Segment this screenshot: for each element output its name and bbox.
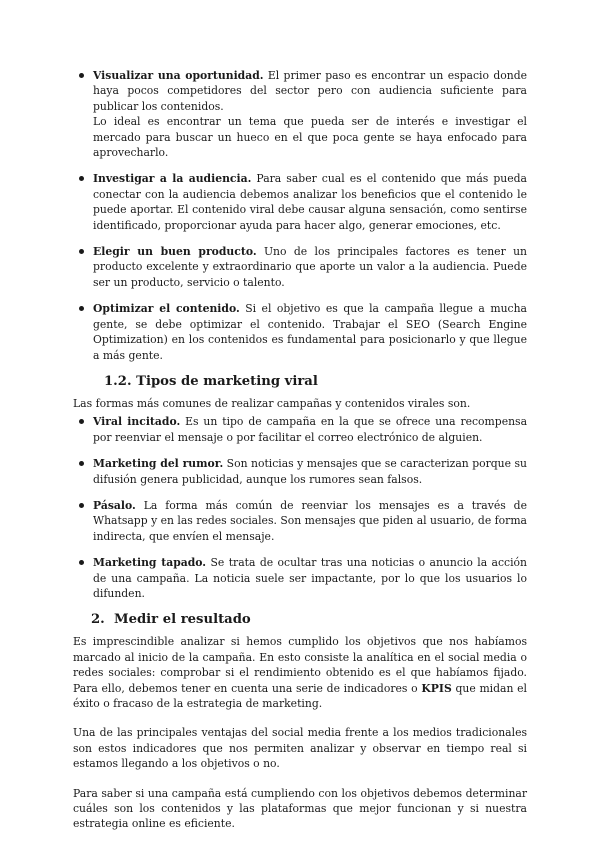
heading-number: 2. — [91, 612, 105, 628]
item-title: Viral incitado. — [93, 415, 181, 429]
item-text: La forma más común de reenviar los mensajes es a través de Whatsapp y en las redes sociales. Son mensajes que piden al usuario, de forma indirecta, que envíen el mensaje. — [93, 498, 527, 543]
bullet-icon — [79, 461, 84, 466]
paragraph: Para saber si una campaña está cumpliendo con los objetivos debemos determinar cuáles son los contenidos y las plataformas que mejor funcionan y si nuestra estrategia online es eficiente. — [73, 786, 527, 831]
item-text: Son noticias y mensajes que se caracterizan porque su difusión genera publicidad, aunque los rumores sean falsos. — [93, 457, 527, 486]
list-item — [73, 301, 527, 363]
kpis-term: KPIS — [421, 681, 452, 695]
list-item — [73, 414, 527, 445]
item-text: Uno de los principales factores es tener un producto excelente y extraordinario que aporte un valor a la audiencia. Puede ser un producto, servicio o talento. — [93, 245, 527, 289]
bullet-icon — [79, 73, 84, 78]
heading-title: Medir el resultado — [113, 612, 251, 628]
bullet-icon — [79, 306, 84, 311]
list-item — [73, 171, 527, 233]
item-text: Es un tipo de campaña en la que se ofrece una recompensa por reenviar el mensaje o por facilitar el correo electrónico de alguien. — [93, 415, 528, 444]
bullet-icon — [79, 249, 84, 254]
paragraph-text: que midan el éxito o fracaso de la estrategia de marketing. — [73, 681, 528, 710]
section-intro: Las formas más comunes de realizar campañas y contenidos virales son. — [73, 396, 471, 410]
bullet-icon — [79, 560, 84, 565]
item-extra: Lo ideal es encontrar un tema que pueda ser de interés e investigar el mercado para buscar un hueco en el que poca gente se haya enfocado para aprovecharlo. — [93, 115, 527, 160]
list-item — [73, 498, 527, 544]
bullet-icon — [79, 419, 84, 424]
bullet-icon — [79, 176, 84, 181]
viral-types-list — [73, 414, 527, 601]
item-text: Si el objetivo es que la campaña llegue a mucha gente, se debe optimizar el contenido. Trabajar el SEO (Search Engine Optimization) en los contenidos es fundamental para posicionarlo y que llegue a más gente. — [93, 302, 527, 362]
section-heading-2 — [73, 611, 527, 628]
paragraph-text: Es imprescindible analizar si hemos cumplido los objetivos que nos habíamos marcado al inicio de la campaña. En esto consiste la analítica en el social media o redes sociales: comprobar si el rendimiento obtenido es el que habíamos fijado. Para ello, debemos tener en cuenta una serie de indicadores o — [73, 635, 527, 695]
page-content — [73, 68, 527, 832]
section-heading-1-2 — [73, 373, 527, 390]
bullet-icon — [79, 503, 84, 508]
item-text: Para saber cual es el contenido que más pueda conectar con la audiencia debemos analizar los beneficios que el contenido le puede aportar. El contenido viral debe causar alguna sensación, como sentirse identificado, proporcionar ayuda para hacer algo, generar emociones, etc. — [93, 172, 527, 232]
strategy-list — [73, 68, 527, 363]
list-item — [73, 68, 527, 160]
item-title: Marketing tapado. — [93, 556, 207, 570]
item-title: Visualizar una oportunidad. — [93, 69, 264, 82]
item-title: Investigar a la audiencia. — [93, 172, 252, 186]
item-text: El primer paso es encontrar un espacio donde haya pocos competidores del sector pero con audiencia suficiente para publicar los contenidos. — [93, 69, 527, 113]
list-item — [73, 244, 527, 290]
item-title: Optimizar el contenido. — [93, 302, 240, 316]
paragraph: Una de las principales ventajas del social media frente a los medios tradicionales son estos indicadores que nos permiten analizar y observar en tiempo real si estamos llegando a los objetivos o no. — [73, 726, 527, 771]
item-title: Marketing del rumor. — [93, 457, 224, 471]
paragraph — [73, 634, 527, 711]
item-title: Elegir un buen producto. — [93, 245, 257, 259]
list-item — [73, 456, 527, 487]
heading-title: Tipos de marketing viral — [136, 373, 318, 389]
item-text: Se trata de ocultar tras una noticias o anuncio la acción de una campaña. La noticia suele ser impactante, por lo que los usuarios lo difunden. — [93, 556, 527, 600]
item-title: Pásalo. — [93, 498, 136, 512]
list-item — [73, 555, 527, 601]
heading-number: 1.2. — [104, 373, 132, 389]
